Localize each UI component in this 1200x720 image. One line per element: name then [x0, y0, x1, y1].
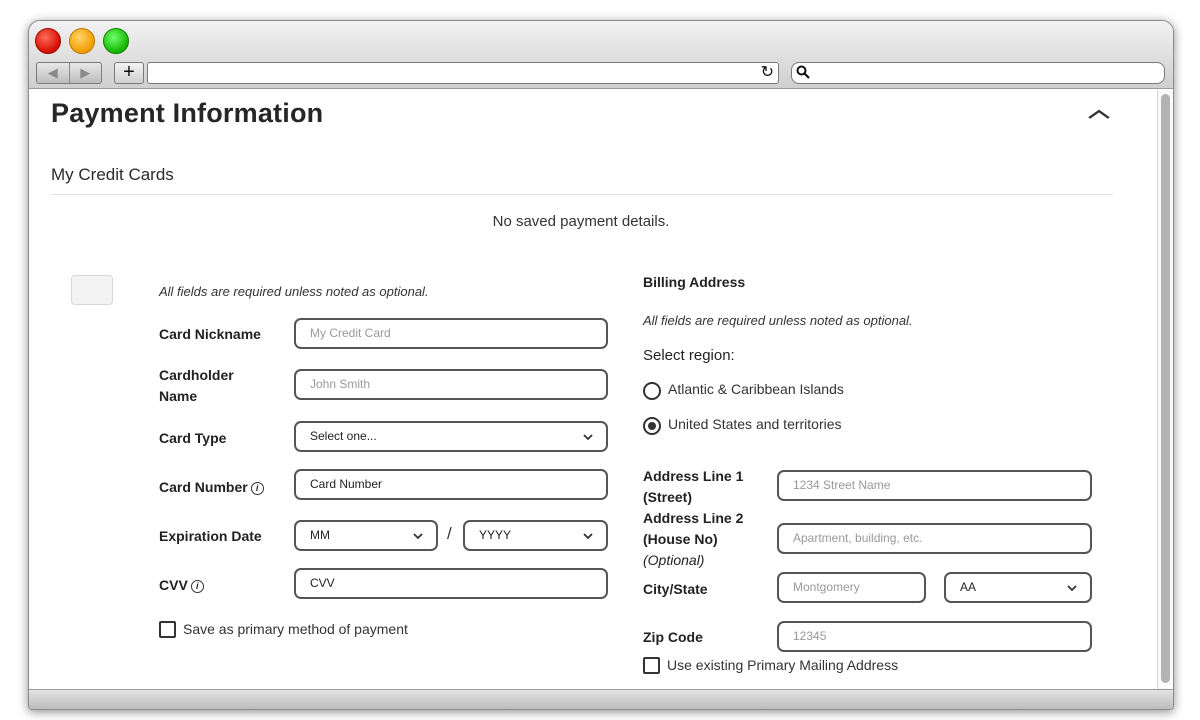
chevron-down-icon	[1066, 574, 1078, 601]
new-tab-button[interactable]	[114, 62, 144, 84]
card-type-value: Select one...	[310, 429, 377, 443]
close-window-button[interactable]	[35, 28, 61, 54]
back-button[interactable]	[37, 63, 69, 83]
address-line2-input[interactable]: Apartment, building, etc.	[777, 523, 1092, 554]
browser-chrome	[29, 21, 1173, 89]
browser-window	[28, 20, 1174, 710]
address-line1-input[interactable]: 1234 Street Name	[777, 470, 1092, 501]
card-nickname-label: Card Nickname	[159, 326, 261, 342]
expiration-year-value: YYYY	[479, 528, 512, 542]
cardholder-label-line1: Cardholder	[159, 367, 234, 383]
expiration-label: Expiration Date	[159, 528, 262, 544]
plus-icon: +	[123, 61, 135, 83]
page-content	[29, 90, 1173, 689]
address-bar[interactable]	[147, 62, 779, 84]
billing-required-note: All fields are required unless noted as optional.	[643, 313, 913, 328]
address2-optional-label: (Optional)	[643, 552, 705, 568]
region-label-atlantic: Atlantic & Caribbean Islands	[668, 381, 844, 397]
status-bar	[29, 689, 1173, 709]
chevron-down-icon	[412, 522, 424, 549]
browser-search-input[interactable]	[791, 62, 1165, 84]
region-label: Select region:	[643, 347, 735, 364]
expiration-separator: /	[447, 524, 452, 543]
section-divider	[51, 194, 1113, 195]
card-placeholder-icon	[71, 275, 113, 305]
minimize-window-button[interactable]	[69, 28, 95, 54]
forward-arrow-icon: ▶	[80, 65, 91, 80]
card-type-select[interactable]	[294, 421, 608, 452]
address2-label	[643, 508, 743, 571]
page-title: Payment Information	[51, 98, 324, 128]
city-state-label: City/State	[643, 581, 708, 597]
expiration-month-select[interactable]	[294, 520, 438, 551]
state-value: AA	[960, 580, 977, 594]
expiration-month-value: MM	[310, 528, 330, 542]
zip-label: Zip Code	[643, 629, 703, 645]
save-primary-label: Save as primary method of payment	[183, 621, 408, 637]
card-number-label-text: Card Number	[159, 479, 248, 495]
info-icon[interactable]: i	[191, 580, 204, 593]
info-icon[interactable]: i	[251, 482, 264, 495]
expiration-year-select[interactable]	[463, 520, 608, 551]
region-label-us: United States and territories	[668, 416, 842, 432]
no-saved-message: No saved payment details.	[492, 213, 670, 230]
region-radio-us[interactable]	[643, 417, 661, 435]
section-title: My Credit Cards	[51, 165, 174, 184]
card-nickname-input[interactable]: My Credit Card	[294, 318, 608, 349]
scrollbar-thumb[interactable]	[1161, 94, 1170, 683]
cvv-label-text: CVV	[159, 577, 188, 593]
card-type-label: Card Type	[159, 430, 227, 446]
chevron-down-icon	[582, 522, 594, 549]
chevron-down-icon	[582, 423, 594, 450]
zip-input[interactable]: 12345	[777, 621, 1092, 652]
forward-button[interactable]	[69, 63, 102, 83]
card-number-input[interactable]: Card Number	[294, 469, 608, 500]
region-radio-atlantic[interactable]	[643, 382, 661, 400]
scrollbar[interactable]	[1157, 90, 1173, 689]
cardholder-label-line2: Name	[159, 388, 198, 404]
address1-label-line1: Address Line 1	[643, 468, 744, 484]
address1-label	[643, 466, 743, 508]
nav-buttons	[36, 62, 102, 84]
maximize-window-button[interactable]	[103, 28, 129, 54]
cardholder-label	[159, 365, 234, 407]
state-select[interactable]	[944, 572, 1092, 603]
cvv-input[interactable]: CVV	[294, 568, 608, 599]
cardholder-name-input[interactable]: John Smith	[294, 369, 608, 400]
reload-icon[interactable]: ↻	[760, 64, 774, 81]
back-arrow-icon: ◀	[47, 65, 58, 80]
use-existing-address-label: Use existing Primary Mailing Address	[667, 657, 899, 673]
search-icon	[796, 65, 810, 82]
collapse-icon[interactable]	[1088, 100, 1110, 126]
use-existing-address-checkbox[interactable]	[643, 657, 660, 674]
billing-heading: Billing Address	[643, 274, 746, 290]
save-primary-checkbox[interactable]	[159, 621, 176, 638]
address1-label-line2: (Street)	[643, 489, 693, 505]
card-number-label	[159, 477, 264, 498]
cvv-label	[159, 575, 204, 596]
address2-label-line1: Address Line 2	[643, 510, 744, 526]
city-input[interactable]: Montgomery	[777, 572, 926, 603]
card-required-note: All fields are required unless noted as optional.	[159, 284, 429, 299]
address2-label-line2: (House No)	[643, 531, 718, 547]
